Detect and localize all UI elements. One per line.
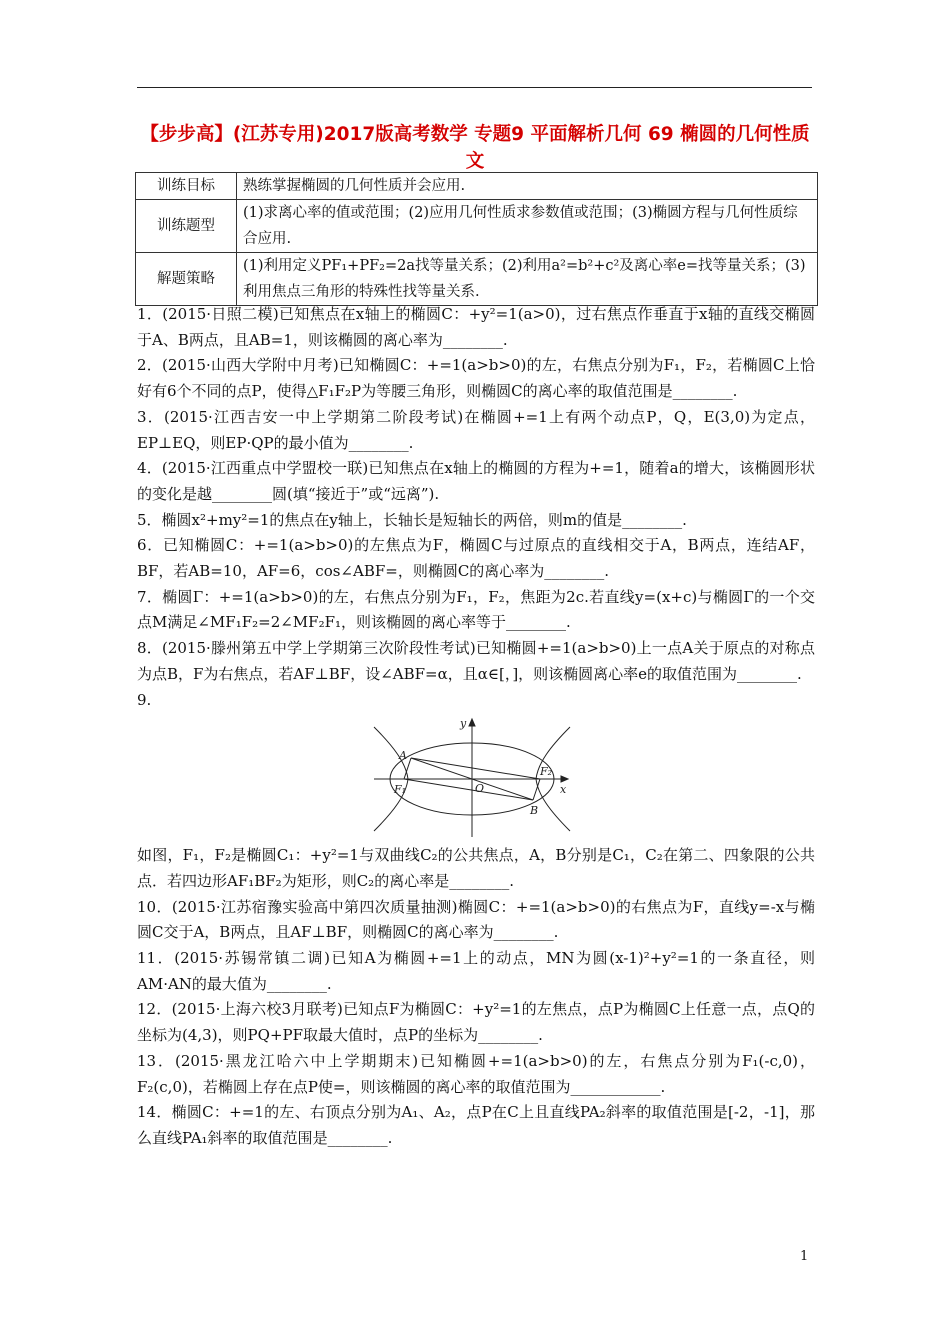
x-arrow-icon — [561, 776, 568, 782]
problem-14: 14．椭圆C：+=1的左、右顶点分别为A₁、A₂，点P在C上且直线PA₂斜率的取值范围是[-2，-1]，那么直线PA₁斜率的取值范围是________. — [137, 1103, 815, 1147]
ellipse-hyperbola-figure — [372, 717, 572, 839]
problem-1: 1．(2015·日照二模)已知焦点在x轴上的椭圆C：+y²=1(a>0)，过右焦点作垂直于x轴的直线交椭圆于A、B两点，且AB=1，则该椭圆的离心率为________. — [137, 305, 815, 349]
segment-a-f2 — [411, 758, 540, 779]
table-row — [136, 253, 818, 306]
point-f1-label: F₁ — [394, 783, 407, 797]
problem-10: 10．(2015·江苏宿豫实验高中第四次质量抽测)椭圆C：+=1(a>b>0)的右焦点为F，直线y=-x与椭圆C交于A，B两点，且AF⊥BF，则椭圆C的离心率为________. — [137, 897, 815, 942]
table-row — [136, 200, 818, 253]
problem-11: 11．(2015·苏锡常镇二调)已知A为椭圆+=1上的动点，MN为圆(x-1)²+y²=1的一条直径，则AM·AN的最大值为________. — [137, 949, 815, 993]
problem-13: 13．(2015·黑龙江哈六中上学期期末)已知椭圆+=1(a>b>0)的左，右焦点分别为F₁(-c,0)，F₂(c,0)，若椭圆上存在点P使=，则该椭圆的离心率的取值范围为____________. — [137, 1051, 815, 1096]
problem-7: 7．椭圆Γ：+=1(a>b>0)的左，右焦点分别为F₁，F₂，焦距为2c.若直线y=(x+c)与椭圆Γ的一个交点M满足∠MF₁F₂=2∠MF₂F₁，则该椭圆的离心率等于________. — [137, 587, 815, 632]
problem-8: 8．(2015·滕州第五中学上学期第三次阶段性考试)已知椭圆+=1(a>b>0)上一点A关于原点的对称点为点B，F为右焦点，若AF⊥BF，设∠ABF=α，且α∈[，]，则该椭圆离心率e的取值范围为________. — [137, 639, 815, 683]
table-content: 熟练掌握椭圆的几何性质并会应用. — [237, 173, 818, 200]
origin-label: O — [475, 782, 485, 796]
page-number: 1 — [800, 1249, 809, 1264]
segment-f1-b — [404, 779, 533, 800]
problem-6: 6．已知椭圆C：+=1(a>b>0)的左焦点为F，椭圆C与过原点的直线相交于A，B两点，连结AF，BF，若AB=10，AF=6，cos∠ABF=，则椭圆C的离心率为________. — [137, 536, 815, 581]
problem-9: 9. — [137, 690, 152, 709]
problem-4: 4．(2015·江西重点中学盟校一联)已知焦点在x轴上的椭圆的方程为+=1，随着a的增大，该椭圆形状的变化是越________圆(填“接近于”或“远离”). — [137, 459, 815, 503]
table-content: (1)利用定义PF₁+PF₂=2a找等量关系；(2)利用a²=b²+c²及离心率e=找等量关系；(3)利用焦点三角形的特殊性找等量关系. — [237, 253, 818, 306]
y-axis-label: y — [460, 717, 467, 731]
info-table — [135, 172, 818, 306]
document-title: 【步步高】(江苏专用)2017版高考数学 专题9 平面解析几何 69 椭圆的几何性质 文 — [140, 124, 810, 172]
problem-12: 12．(2015·上海六校3月联考)已知点F为椭圆C：+y²=1的左焦点，点P为椭圆C上任意一点，点Q的坐标为(4,3)，则PQ+PF取最大值时，点P的坐标为________. — [137, 1000, 815, 1045]
y-arrow-icon — [469, 719, 475, 726]
table-content: (1)求离心率的值或范围；(2)应用几何性质求参数值或范围；(3)椭圆方程与几何性质综合应用. — [237, 200, 818, 253]
problem-2: 2．(2015·山西大学附中月考)已知椭圆C：+=1(a>b>0)的左，右焦点分别为F₁，F₂，若椭圆C上恰好有6个不同的点P，使得△F₁F₂P为等腰三角形，则椭圆C的离心率的取值范围是________. — [137, 356, 815, 401]
table-label: 训练题型 — [136, 200, 237, 253]
problem-list — [137, 302, 815, 1152]
table-row — [136, 173, 818, 200]
header-rule — [137, 87, 812, 88]
point-a-label: A — [399, 749, 407, 763]
table-label: 训练目标 — [136, 173, 237, 200]
point-f2-label: F₂ — [540, 765, 553, 779]
point-b-label: B — [530, 804, 539, 818]
problem-3: 3．(2015·江西吉安一中上学期第二阶段考试)在椭圆+=1上有两个动点P，Q，E(3,0)为定点，EP⊥EQ，则EP·QP的最小值为________. — [137, 407, 815, 452]
problem-9-text: 如图，F₁，F₂是椭圆C₁：+y²=1与双曲线C₂的公共焦点，A，B分别是C₁，C₂在第二、四象限的公共点．若四边形AF₁BF₂为矩形，则C₂的离心率是________. — [137, 846, 815, 890]
table-label: 解题策略 — [136, 253, 237, 306]
problem-5: 5．椭圆x²+my²=1的焦点在y轴上，长轴长是短轴长的两倍，则m的值是________. — [137, 510, 687, 529]
x-axis-label: x — [560, 783, 567, 797]
